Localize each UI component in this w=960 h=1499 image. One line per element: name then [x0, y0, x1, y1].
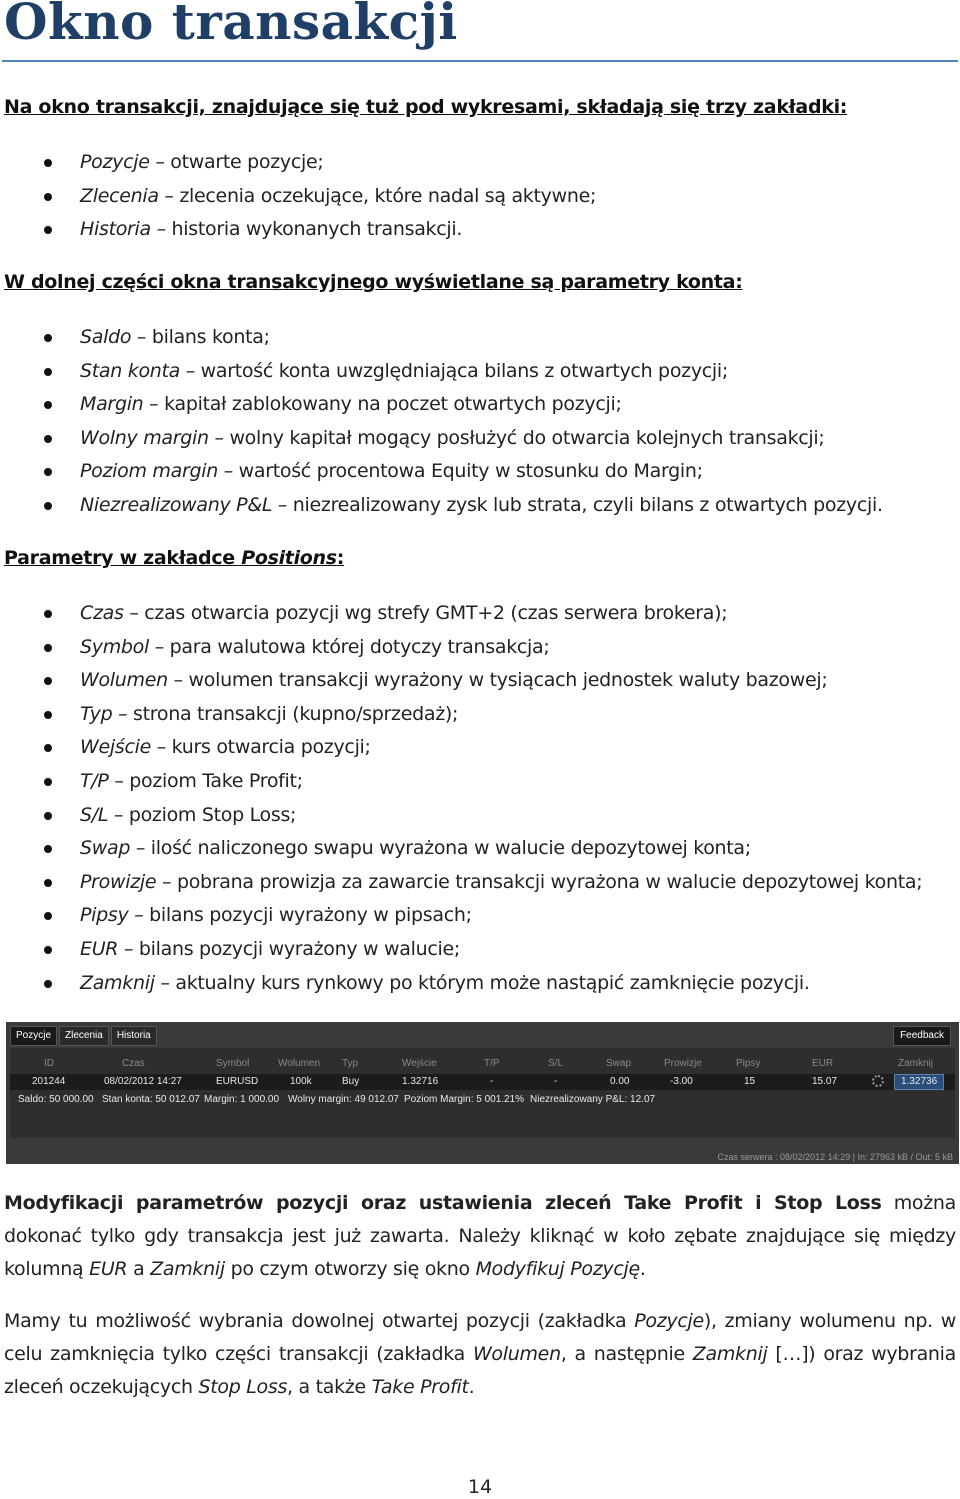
summary-free-margin: Wolny margin: 49 012.07	[288, 1094, 399, 1105]
column-header[interactable]: Prowizje	[664, 1058, 702, 1069]
list-item: Wolumen – wolumen transakcji wyrażony w tysiącach jednostek waluty bazowej;	[0, 664, 922, 698]
list-item: Pozycje – otwarte pozycje;	[0, 146, 596, 180]
list-item: Wolny margin – wolny kapitał mogący posłużyć do otwarcia kolejnych transakcji;	[0, 422, 883, 456]
summary-margin-level: Poziom Margin: 5 001.21%	[404, 1094, 525, 1105]
feedback-button[interactable]: Feedback	[893, 1026, 951, 1046]
cell-eur: 15.07	[812, 1076, 838, 1087]
bullet-icon	[44, 711, 52, 719]
list-item: Poziom margin – wartość procentowa Equity w stosunku do Margin;	[0, 455, 883, 489]
list-item: Zamknij – aktualny kurs rynkowy po którym może nastąpić zamknięcie pozycji.	[0, 967, 922, 1001]
bullet-icon	[44, 193, 52, 201]
summary-margin: Margin: 1 000.00	[204, 1094, 280, 1105]
column-header[interactable]: Symbol	[216, 1058, 250, 1069]
cell-commission: -3.00	[670, 1076, 693, 1087]
bullet-icon	[44, 644, 52, 652]
table-header	[10, 1056, 955, 1072]
column-header[interactable]: Zamknij	[898, 1058, 934, 1069]
positions-table	[10, 1048, 955, 1138]
bullet-icon	[44, 980, 52, 988]
column-header[interactable]: Pipsy	[736, 1058, 761, 1069]
list-item: EUR – bilans pozycji wyrażony w walucie;	[0, 933, 922, 967]
bullet-icon	[44, 744, 52, 752]
tab-pozycje[interactable]: Pozycje	[10, 1026, 57, 1046]
cell-sl: -	[554, 1076, 558, 1087]
cell-swap: 0.00	[610, 1076, 630, 1087]
account-params-list	[0, 321, 883, 523]
close-position-button[interactable]: 1.32736	[894, 1074, 944, 1090]
list-item: Saldo – bilans konta;	[0, 321, 883, 355]
section-heading-positions: Parametry w zakładce Positions:	[4, 547, 345, 569]
summary-equity: Stan konta: 50 012.07	[102, 1094, 200, 1105]
tab-historia[interactable]: Historia	[111, 1026, 157, 1046]
bullet-icon	[44, 502, 52, 510]
positions-params-list	[0, 597, 922, 1000]
column-header[interactable]: Czas	[122, 1058, 145, 1069]
page-title: Okno transakcji	[4, 0, 458, 51]
bullet-icon	[44, 610, 52, 618]
tabs-list	[0, 146, 596, 247]
cell-id: 201244	[32, 1076, 66, 1087]
account-summary	[10, 1092, 955, 1108]
column-header[interactable]: EUR	[812, 1058, 834, 1069]
status-bar: Czas serwera : 08/02/2012 14:29 | In: 27963 kB / Out: 5 kB	[717, 1152, 953, 1162]
page-number: 14	[467, 1476, 493, 1498]
bullet-icon	[44, 435, 52, 443]
bullet-icon	[44, 812, 52, 820]
bullet-icon	[44, 334, 52, 342]
bullet-icon	[44, 677, 52, 685]
gear-icon[interactable]	[872, 1075, 884, 1087]
transaction-window-screenshot	[6, 1022, 959, 1164]
bullet-icon	[44, 912, 52, 920]
summary-unrealized-pl: Niezrealizowany P&L: 12.07	[530, 1094, 656, 1105]
bullet-icon	[44, 226, 52, 234]
list-item: Czas – czas otwarcia pozycji wg strefy GMT+2 (czas serwera brokera);	[0, 597, 922, 631]
tab-zlecenia[interactable]: Zlecenia	[59, 1026, 109, 1046]
list-item: T/P – poziom Take Profit;	[0, 765, 922, 799]
cell-tp: -	[490, 1076, 494, 1087]
cell-type: Buy	[342, 1076, 360, 1087]
column-header[interactable]: S/L	[548, 1058, 564, 1069]
list-item: Typ – strona transakcji (kupno/sprzedaż);	[0, 698, 922, 732]
bullet-icon	[44, 879, 52, 887]
list-item: Niezrealizowany P&L – niezrealizowany zysk lub strata, czyli bilans z otwartych pozycji.	[0, 489, 883, 523]
bullet-icon	[44, 159, 52, 167]
column-header[interactable]: Wolumen	[278, 1058, 321, 1069]
section-heading-tabs: Na okno transakcji, znajdujące się tuż pod wykresami, składają się trzy zakładki:	[4, 96, 848, 118]
bullet-icon	[44, 778, 52, 786]
summary-balance: Saldo: 50 000.00	[18, 1094, 94, 1105]
list-item: S/L – poziom Stop Loss;	[0, 799, 922, 833]
cell-symbol: EURUSD	[216, 1076, 259, 1087]
paragraph-modification: Modyfikacji parametrów pozycji oraz ustawienia zleceń Take Profit i Stop Loss można dokonać tylko gdy transakcja jest już zawarta. Należy kliknąć w koło zębate znajdujące się między kolumną EUR a Zamknij po czym otworzy się okno Modyfikuj Pozycję.	[4, 1192, 956, 1280]
list-item: Prowizje – pobrana prowizja za zawarcie transakcji wyrażona w walucie depozytowej konta;	[0, 866, 922, 900]
bullet-icon	[44, 468, 52, 476]
column-header[interactable]: Wejście	[402, 1058, 437, 1069]
list-item: Margin – kapitał zablokowany na poczet otwartych pozycji;	[0, 388, 883, 422]
bullet-icon	[44, 368, 52, 376]
cell-time: 08/02/2012 14:27	[104, 1076, 182, 1087]
bullet-icon	[44, 946, 52, 954]
cell-volume: 100k	[290, 1076, 312, 1087]
paragraph-options: Mamy tu możliwość wybrania dowolnej otwartej pozycji (zakładka Pozycje), zmiany wolumenu np. w celu zamknięcia tylko części transakcji (zakładka Wolumen, a następnie Zamknij […]) oraz wybrania zleceń oczekujących Stop Loss, a także Take Profit.	[4, 1310, 956, 1398]
list-item: Stan konta – wartość konta uwzględniająca bilans z otwartych pozycji;	[0, 355, 883, 389]
column-header[interactable]: ID	[44, 1058, 54, 1069]
list-item: Pipsy – bilans pozycji wyrażony w pipsach;	[0, 899, 922, 933]
panel-tabs	[10, 1026, 157, 1044]
list-item: Zlecenia – zlecenia oczekujące, które nadal są aktywne;	[0, 180, 596, 214]
list-item: Wejście – kurs otwarcia pozycji;	[0, 731, 922, 765]
section-heading-account: W dolnej części okna transakcyjnego wyświetlane są parametry konta:	[4, 271, 743, 293]
bullet-icon	[44, 401, 52, 409]
list-item: Historia – historia wykonanych transakcji.	[0, 213, 596, 247]
bullet-icon	[44, 845, 52, 853]
table-row[interactable]	[10, 1074, 955, 1090]
column-header[interactable]: Swap	[606, 1058, 632, 1069]
list-item: Swap – ilość naliczonego swapu wyrażona w walucie depozytowej konta;	[0, 832, 922, 866]
title-underline	[2, 60, 958, 62]
column-header[interactable]: T/P	[484, 1058, 500, 1069]
list-item: Symbol – para walutowa której dotyczy transakcja;	[0, 631, 922, 665]
cell-pips: 15	[744, 1076, 756, 1087]
column-header[interactable]: Typ	[342, 1058, 359, 1069]
cell-entry: 1.32716	[402, 1076, 439, 1087]
